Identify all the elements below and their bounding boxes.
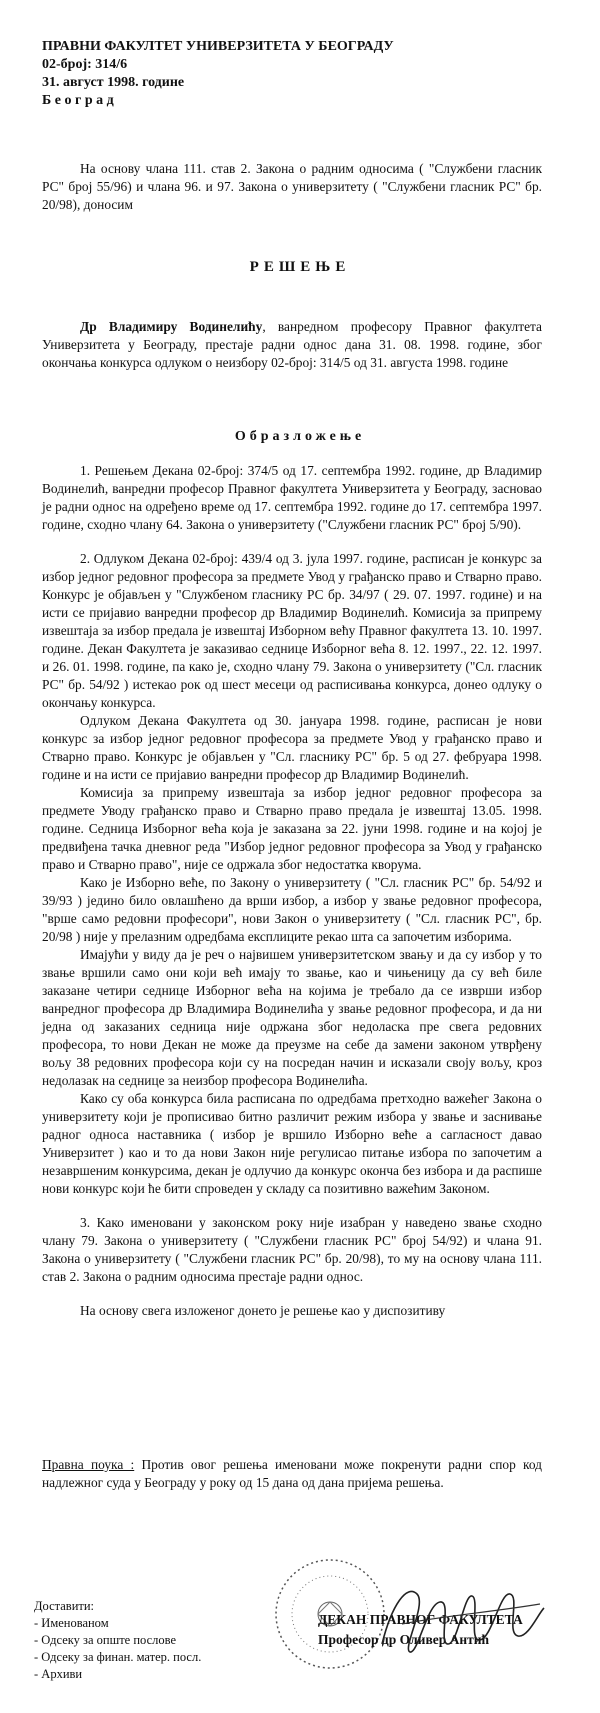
reasoning-paragraph-3: Одлуком Декана Факултета од 30. јануара 1998. године, расписан је нови конкурс за избор једног редовног професора за предмете Увод у грађанско право и Стварно право. Конкурс је објављен у "Сл. гласнику РС" бр. 5 од 27. фебруара 1998. године и на исти се пријавио ванредни професор др Владимир Водинелић. [42, 713, 542, 782]
reasoning-paragraph-2: 2. Одлуком Декана 02-број: 439/4 од 3. јула 1997. године, расписан је конкурс за избор једног редовног професора за предмете Увод у грађанско право и Стварно право. Конкурс је објављен у "Службеном гласнику РС бр. 34/97 ( 29. 07. 1997. године) и на исти се пријавио ванредни професор др Владимир Водинелић. Комисија за припрему извештаја за избор предала је извештај Изборном већу Правног факултета 13. 10. 1997. године. Декан Факултета је заказивао седнице Изборног већа 8. 12. 1997., 22. 12. 1997. и 26. 01. 1998. године, па како је, сходно члану 79. Закона о универзитету ("Сл. гласник РС" бр. 54/92 ) истекао рок од шест месеци од расписивања конкурса, донео одлуку о окончању конкурса. [42, 551, 542, 710]
delivery-item: - Именованом [34, 1616, 109, 1630]
legal-remedy-text: Против овог решења именовани може покренути радни спор код надлежног суда у Београду у року од 15 дана од дана пријема решења. [42, 1457, 542, 1490]
delivery-item: - Одсеку за опште послове [34, 1633, 177, 1647]
legal-remedy-note [42, 1456, 542, 1492]
signatory-title: ДЕКАН ПРАВНОГ ФАКУЛТЕТА [318, 1612, 523, 1627]
reasoning-body [42, 462, 542, 1320]
document-number: 02-број: 314/6 [42, 57, 128, 72]
reasoning-paragraph-8: 3. Како именовани у законском року није изабран у наведено звање сходно члану 79. Закона о универзитету ( "Службени гласник РС" број 54/92) и члана 91. Закона о универзитету ( "Службени гласник РС" бр. 20/98), то му на основу члана 111. став 2. Закона о радним односима престаје радни однос. [42, 1215, 542, 1284]
decision-text: , ванредном професору Правног факултета Универзитета у Београду, престаје радни однос дана 31. 08. 1998. године, због окончања конкурса одлуком о неизбору 02-број: 314/5 од 31. августа 1998. године [42, 319, 542, 370]
delivery-heading: Доставити: [34, 1599, 95, 1613]
reasoning-paragraph-1: 1. Решењем Декана 02-број: 374/5 од 17. септембра 1992. године, др Владимир Водинелић, ванредни професор Правног факултета Универзитета у Београду, засновао је радни однос на одређено време од 17. септембра 1992. године до 17. септембра 1997. године, сходно члану 64. Закона о универзитету ("Службени гласник РС" број 5/90). [42, 463, 542, 532]
document-date: 31. август 1998. године [42, 75, 185, 90]
delivery-item: - Одсеку за финан. матер. посл. [34, 1650, 202, 1664]
delivery-item: - Архиви [34, 1667, 83, 1681]
conclusion-paragraph: На основу свега изложеног донето је решење као у диспозитиву [80, 1303, 446, 1318]
document-title: РЕШЕЊЕ [249, 259, 351, 275]
reasoning-paragraph-6: Имајући у виду да је реч о највишем универзитетском звању и да су избор у то звање вршили само они који већ имају то звање, као и чињеницу да су већ биле заказане четири седнице Изборног већа на којима је требало да се изврши избор ванредног професора др Владимира Водинелића у звање редовног професора, и да ни једна од заказаних седница није одржана због недоласка пре свега редовних професора, то нови Декан не може да преузме на себе да замени законом утврђену вољу 38 редовних професора који су на посредан начин и исказали своју вољу, кроз недолазак на седнице за неизбор професора Водинелића. [42, 947, 542, 1088]
delivery-list [34, 1598, 201, 1683]
decision-paragraph [42, 318, 542, 372]
legal-basis-paragraph: На основу члана 111. став 2. Закона о радним односима ( "Службени гласник РС" број 55/96) и члана 96. и 97. Закона о универзитету ( "Службени гласник РС" бр. 20/98), доносим [42, 161, 542, 212]
document-footer [0, 1560, 600, 1710]
handwritten-signature-icon [372, 1564, 552, 1674]
reasoning-paragraph-4: Комисија за припрему извештаја за избор једног редовног професора за предмете Уводу грађанско право и Стварно право предала је извештај 13.05. 1998. године. Седница Изборног већа која је заказана за 22. јуни 1998. године и на којој је предвиђена тачка дневног реда "Избор једног редовног професора за Увод у грађанско право и Стварно право", није се одржала због недостатка кворума. [42, 785, 542, 872]
faculty-name: ПРАВНИ ФАКУЛТЕТ УНИВЕРЗИТЕТА У БЕОГРАДУ [42, 39, 394, 54]
decision-name: Др Владимиру Водинелићу [80, 319, 263, 334]
reasoning-paragraph-5: Како је Изборно веће, по Закону о универзитету ( "Сл. гласник РС" бр. 54/92 и 39/93 ) једино било овлашћено да врши избор, а избор у звање редовног професора, "врше само редовни професори", нови Закон о универзитету ( "Сл. гласник РС", бр. 20/98 ) није у прелазним одредбама експлиците рекао шта са започетим изборима. [42, 875, 542, 944]
signatory-name: Професор др Оливер Антић [318, 1632, 490, 1647]
legal-remedy-label: Правна поука : [42, 1457, 135, 1472]
document-city: Б е о г р а д [42, 93, 114, 108]
reasoning-title: Образложење [234, 429, 366, 444]
reasoning-paragraph-7: Како су оба конкурса била расписана по одредбама претходно важећег Закона о универзитету који је прописивао битно различит режим избора у звање и заснивање радног односа наставника ( избор је вршило Изборно веће а сагласност давао Универзитет ) као и то да нови Закон није регулисао питање избора по започетим а незавршеним конкурсима, декан је одлучио да конкурс оконча без избора и да распише нови конкурс који ће бити спроведен у складу са позитивно важећим Законом. [42, 1091, 542, 1196]
document-header [42, 38, 394, 110]
